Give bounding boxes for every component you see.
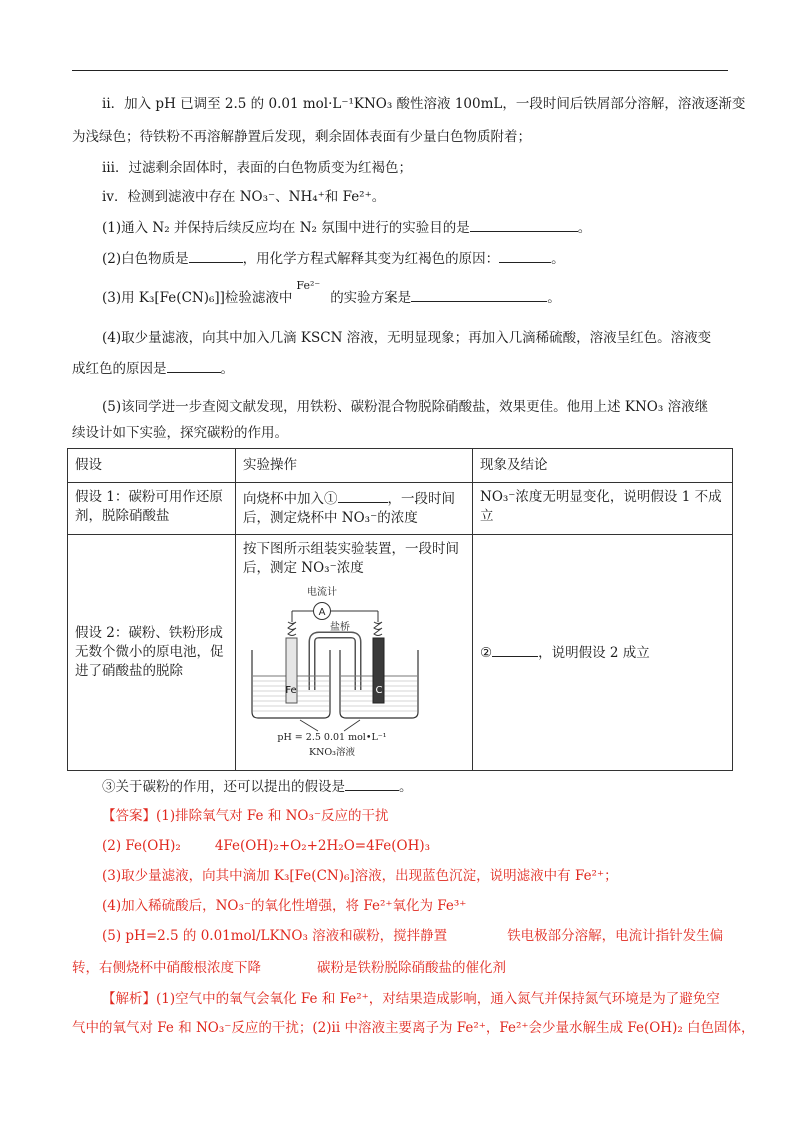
operation-1-b: ，一段时间后，测定烧杯中 NO₃⁻的浓度 bbox=[243, 491, 455, 526]
answer-2-b: 4Fe(OH)₂+O₂+2H₂O=4Fe(OH)₃ bbox=[214, 838, 431, 854]
solution-caption-1: pH = 2.5 0.01 mol•L⁻¹ bbox=[277, 732, 387, 743]
answer-blank bbox=[167, 358, 221, 373]
question-2-text-b: ，用化学方程式解释其变为红褐色的原因： bbox=[242, 251, 500, 267]
result-1: NO₃⁻浓度无明显变化，说明假设 1 不成立 bbox=[473, 483, 733, 535]
answer-5-d: 碳粉是铁粉脱除硝酸盐的催化剂 bbox=[317, 960, 506, 976]
question-1 bbox=[72, 215, 728, 242]
question-2-end: 。 bbox=[551, 251, 565, 267]
spring-clip-left-icon bbox=[288, 622, 296, 636]
result-2-text: ，说明假设 2 成立 bbox=[538, 645, 650, 661]
answer-blank bbox=[470, 217, 578, 232]
question-3-text-b: 的实验方案是 bbox=[330, 290, 412, 306]
answer-1-text: (1)排除氧气对 Fe 和 NO₃⁻反应的干扰 bbox=[156, 808, 389, 824]
answer-5-line1 bbox=[72, 923, 728, 950]
answer-2 bbox=[72, 833, 728, 860]
question-5-3-end: 。 bbox=[399, 779, 413, 795]
table-row bbox=[68, 483, 733, 535]
salt-bridge-icon bbox=[312, 635, 358, 690]
solution-caption-2: KNO₃溶液 bbox=[308, 747, 356, 758]
answer-1 bbox=[72, 803, 728, 830]
result-2 bbox=[473, 535, 733, 771]
question-4-end: 。 bbox=[220, 361, 234, 377]
answer-blank bbox=[189, 248, 243, 263]
header-rule bbox=[72, 70, 728, 71]
answer-5-b: 铁电极部分溶解，电流计指针发生偏 bbox=[507, 928, 724, 944]
question-5-line1: (5)该同学进一步查阅文献发现，用铁粉、碳粉混合物脱除硝酸盐，效果更佳。他用上述 KNO₃ 溶液继 bbox=[102, 399, 709, 415]
hypothesis-2: 假设 2：碳粉、铁粉形成无数个微小的原电池，促进了硝酸盐的脱除 bbox=[68, 535, 236, 771]
question-2 bbox=[72, 246, 728, 273]
salt-bridge-label: 盐桥 bbox=[330, 622, 350, 633]
answer-2-a: (2) Fe(OH)₂ bbox=[102, 838, 181, 854]
analysis-tag: 【解析】 bbox=[102, 991, 156, 1007]
question-1-end: 。 bbox=[577, 220, 592, 236]
table-header-row bbox=[68, 449, 733, 483]
step-iv: ⅳ．检测到滤液中存在 NO₃⁻、NH₄⁺和 Fe²⁺。 bbox=[102, 189, 386, 205]
answer-5-line2 bbox=[72, 955, 728, 982]
question-4-line2 bbox=[72, 356, 728, 383]
table-header-operation: 实验操作 bbox=[236, 449, 473, 483]
operation-1-a: 向烧杯中加入① bbox=[243, 491, 338, 507]
answer-4: (4)加入稀硫酸后，NO₃⁻的氧化性增强，将 Fe²⁺氧化为 Fe³⁺ bbox=[102, 898, 467, 914]
answer-tag: 【答案】 bbox=[102, 808, 156, 824]
table-header-result: 现象及结论 bbox=[473, 449, 733, 483]
c-label: C bbox=[375, 685, 383, 696]
answer-blank bbox=[499, 248, 551, 263]
table-header-hypothesis: 假设 bbox=[68, 449, 236, 483]
question-3-end: 。 bbox=[547, 290, 561, 306]
answer-5-c: 转，右侧烧杯中硝酸根浓度下降 bbox=[72, 960, 261, 976]
question-4-text-b: 成红色的原因是 bbox=[72, 361, 167, 377]
question-3 bbox=[72, 279, 728, 312]
step-iii: ⅲ．过滤剩余固体时，表面的白色物质变为红褐色； bbox=[102, 160, 412, 176]
hypothesis-1: 假设 1：碳粉可用作还原剂，脱除硝酸盐 bbox=[68, 483, 236, 535]
question-5-line2: 续设计如下实验，探究碳粉的作用。 bbox=[72, 425, 288, 441]
question-5-3-text: ③关于碳粉的作用，还可以提出的假设是 bbox=[102, 779, 345, 795]
answer-3: (3)取少量滤液，向其中滴加 K₃[Fe(CN)₆]溶液，出现蓝色沉淀，说明滤液中有 Fe²⁺； bbox=[102, 868, 618, 884]
operation-2-text: 按下图所示组装实验装置，一段时间后，测定 NO₃⁻浓度 bbox=[243, 541, 459, 576]
question-2-text-a: (2)白色物质是 bbox=[102, 251, 189, 267]
answer-blank bbox=[492, 642, 538, 657]
analysis-line1 bbox=[72, 986, 728, 1013]
ammeter-label: 电流计 bbox=[307, 587, 337, 598]
answer-blank bbox=[345, 776, 399, 791]
answer-blank bbox=[338, 488, 388, 503]
analysis-text-1: (1)空气中的氧气会氧化 Fe 和 Fe²⁺，对结果造成影响，通入氮气并保持氮气环境是为了避免空 bbox=[156, 991, 720, 1007]
question-3-text-a: (3)用 K₃[Fe(CN)₆]]检验滤液中 bbox=[102, 290, 293, 306]
step-ii-line1: ⅱ．加入 pH 已调至 2.5 的 0.01 mol·L⁻¹KNO₃ 酸性溶液 100mL，一段时间后铁屑部分溶解，溶液逐渐变 bbox=[102, 96, 746, 112]
analysis-line2: 气中的氧气对 Fe 和 NO₃⁻反应的干扰；(2)ii 中溶液主要离子为 Fe²⁺，Fe²⁺会少量水解生成 Fe(OH)₂ 白色固体， bbox=[72, 1020, 755, 1036]
question-5-3 bbox=[72, 774, 728, 801]
question-4-line1: (4)取少量滤液，向其中加入几滴 KSCN 溶液，无明显现象；再加入几滴稀硫酸，溶液呈红色。溶液变 bbox=[102, 330, 712, 346]
galvanic-cell-diagram bbox=[240, 580, 420, 760]
fe-label: Fe bbox=[285, 685, 297, 696]
operation-1 bbox=[236, 483, 473, 535]
result-2-circle: ② bbox=[480, 645, 493, 661]
answer-5-a: (5) pH=2.5 的 0.01mol/LKNO₃ 溶液和碳粉，搅拌静置 bbox=[102, 928, 448, 944]
answer-blank bbox=[411, 287, 547, 302]
spring-clip-right-icon bbox=[374, 622, 382, 636]
step-ii-line2: 为浅绿色；待铁粉不再溶解静置后发现，剩余固体表面有少量白色物质附着； bbox=[72, 129, 531, 145]
question-1-text: (1)通入 N₂ 并保持后续反应均在 N₂ 氛围中进行的实验目的是 bbox=[102, 220, 470, 236]
ammeter-symbol: A bbox=[318, 607, 326, 618]
question-3-fe-ion: Fe²⁻ bbox=[296, 279, 321, 292]
